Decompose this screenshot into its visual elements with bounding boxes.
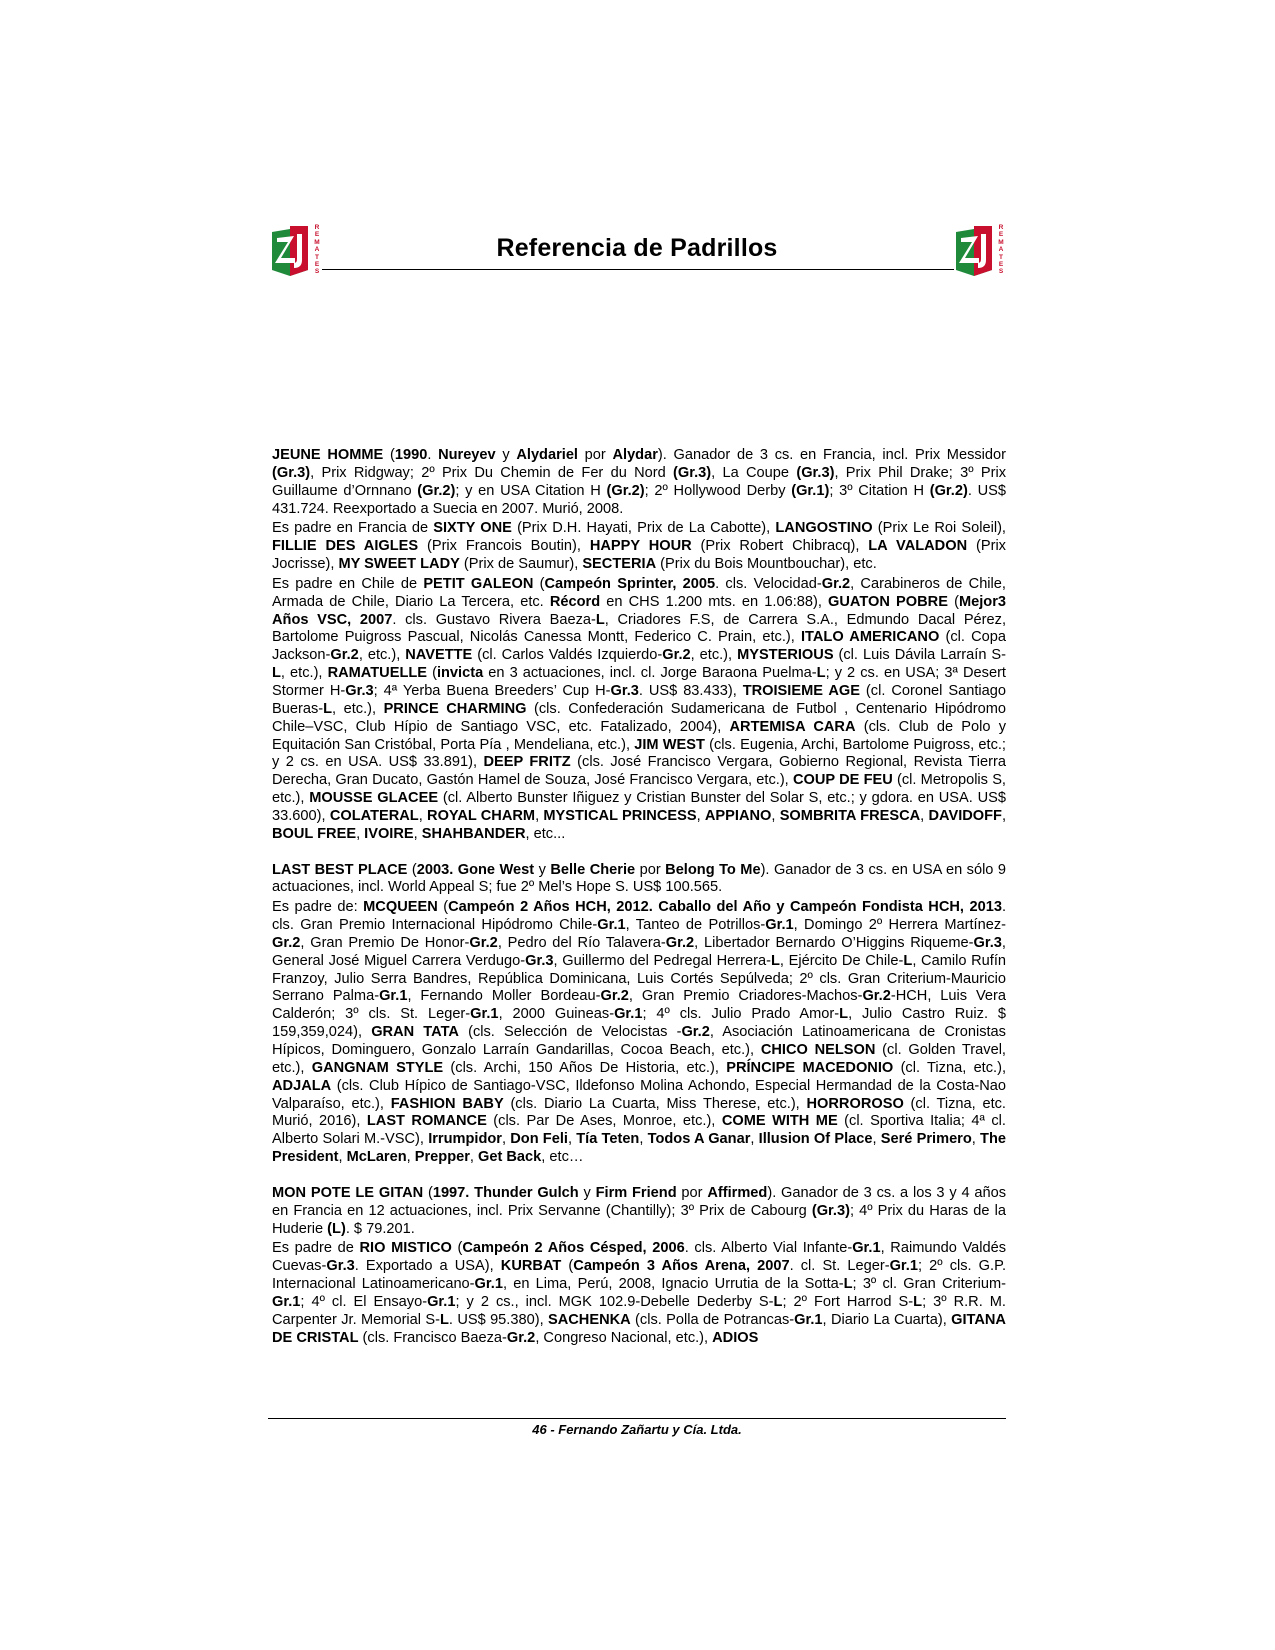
bold-text: L — [323, 700, 333, 717]
bold-text: COUP DE FEU — [792, 772, 893, 789]
bold-text: Gr.1 — [470, 1006, 499, 1023]
bold-text: Campeón Sprinter, 2005 — [544, 575, 716, 592]
bold-text: Campeón 2 Años HCH, 2012. Caballo del Año y Campeón Fondista HCH, 2013 — [448, 899, 1002, 916]
bold-text: L — [272, 665, 281, 682]
bold-text: L — [439, 1311, 449, 1328]
bold-text: Gr.2 — [821, 575, 851, 592]
bold-text: (Gr.2) — [417, 482, 456, 499]
bold-text: (Gr.3) — [272, 464, 311, 481]
bold-text: L — [770, 952, 780, 969]
bold-text: Seré Primero — [880, 1131, 972, 1148]
footer-divider — [268, 1418, 1006, 1419]
entry-paragraph: Es padre en Chile de PETIT GALEON (Campeón Sprinter, 2005. cls. Velocidad-Gr.2, Carabineros de Chile, Armada de Chile, Diario La Tercera, etc. Récord en CHS 1.200 mts. en 1.06:88), GUATON POBRE (Mejor3 Años VSC, 2007. cls. Gustavo Rivera Baeza-L, Criadores F.S, de Carrera S.A., Edmundo Dacal Pérez, Bartolome Puigross Pascual, Nicolás Canessa Montt, Federico C. Prain, etc.), ITALO AMERICANO (cl. Copa Jackson-Gr.2, etc.), NAVETTE (cl. Carlos Valdés Izquierdo-Gr.2, etc.), MYSTERIOUS (cl. Luis Dávila Larraín S-L, etc.), RAMATUELLE (invicta en 3 actuaciones, incl. cl. Jorge Baraona Puelma-L; y 2 cs. en USA; 3ª Desert Stormer H-Gr.3; 4ª Yerba Buena Breeders’ Cup H-Gr.3. US$ 83.433), TROISIEME AGE (cl. Coronel Santiago Bueras-L, etc.), PRINCE CHARMING (cls. Confederación Sudamericana de Futbol , Centenario Hipódromo Chile–VSC, Club Hípio de Santiago VSC, etc. Fatalizado, 2004), ARTEMISA CARA (cls. Club de Polo y Equitación San Cristóbal, Porta Pía , Mendeliana, etc.), JIM WEST (cls. Eugenia, Archi, Bartolome Puigross, etc.; y 2 cs. en USA. US$ 33.891), DEEP FRITZ (cls. José Francisco Vergara, Gobierno Regional, Revista Tierra Derecha, Gran Ducato, Gastón Hamel de Souza, José Francisco Vergara, etc.), COUP DE FEU (cl. Metropolis S, etc.), MOUSSE GLACEE (cl. Alberto Bunster Iñiguez y Cristian Bunster del Solar S, etc.; y gdora. en USA. US$ 33.600), COLATERAL, ROYAL CHARM, MYSTICAL PRINCESS, APPIANO, SOMBRITA FRESCA, DAVIDOFF, BOUL FREE, IVOIRE, SHAHBANDER, etc... — [272, 575, 1007, 842]
bold-text: Gr.3 — [525, 952, 554, 969]
bold-text: Illusion Of Place — [758, 1131, 873, 1148]
bold-text: SACHENKA — [547, 1311, 631, 1328]
bold-text: L — [816, 665, 826, 682]
entry-paragraph: Es padre de: MCQUEEN (Campeón 2 Años HCH, 2012. Caballo del Año y Campeón Fondista HCH, 2013. cls. Gran Premio Internacional Hipódromo Chile-Gr.1, Tanteo de Potrillos-Gr.1, Domingo 2º Herrera Martínez-Gr.2, Gran Premio De Honor-Gr.2, Pedro del Río Talavera-Gr.2, Libertador Bernardo O’Higgins Riqueme-Gr.3, General José Miguel Carrera Verdugo-Gr.3, Guillermo del Pedregal Herrera-L, Ejército De Chile-L, Camilo Rufín Franzoy, Julio Serra Bandres, República Dominicana, Luis Cortés Sepúlveda; 2º cls. Gran Criterium-Mauricio Serrano Palma-Gr.1, Fernando Moller Bordeau-Gr.2, Gran Premio Criadores-Machos-Gr.2-HCH, Luis Vera Calderón; 3º cls. St. Leger-Gr.1, 2000 Guineas-Gr.1; 4º cls. Julio Prado Amor-L, Julio Castro Ruiz. $ 159,359,024), GRAN TATA (cls. Selección de Velocistas -Gr.2, Asociación Latinoamericana de Cronistas Hípicos, Dominguero, Gonzalo Larraín Gandarillas, Cocoa Beach, etc.), CHICO NELSON (cl. Golden Travel, etc.), GANGNAM STYLE (cls. Archi, 150 Años De Historia, etc.), PRÍNCIPE MACEDONIO (cl. Tizna, etc.), ADJALA (cls. Club Hípico de Santiago-VSC, Ildefonso Molina Achondo, Especial Hermandad de la Costa-Nao Valparaíso, etc.), FASHION BABY (cls. Diario La Cuarta, Miss Therese, etc.), HORROROSO (cl. Tizna, etc. Murió, 2016), LAST ROMANCE (cls. Par De Ases, Monroe, etc.), COME WITH ME (cl. Sportiva Italia; 4ª cl. Alberto Solari M.-VSC), Irrumpidor, Don Feli, Tía Teten, Todos A Ganar, Illusion Of Place, Seré Primero, The President, McLaren, Prepper, Get Back, etc… — [272, 899, 1007, 1166]
company-logo — [268, 222, 322, 278]
bold-text: APPIANO — [704, 807, 772, 824]
bold-text: LAST BEST PLACE — [272, 861, 408, 878]
bold-text: KURBAT — [500, 1258, 562, 1275]
bold-text: SECTERIA — [582, 556, 657, 573]
bold-text: Gr.1 — [474, 1276, 503, 1293]
bold-text: RAMATUELLE — [327, 665, 428, 682]
page-header — [268, 222, 1006, 278]
bold-text: (L) — [327, 1220, 346, 1237]
bold-text: FASHION BABY — [390, 1095, 504, 1112]
bold-text: COME WITH ME — [721, 1113, 838, 1130]
bold-text: Belong To Me — [665, 861, 761, 878]
bold-text: Gr.3 — [326, 1258, 355, 1275]
bold-text: Récord — [549, 593, 601, 610]
bold-text: L — [839, 1006, 849, 1023]
bold-text: Campeón 2 Años Césped, 2006 — [462, 1240, 685, 1257]
bold-text: GITANA DE CRISTAL — [272, 1311, 1006, 1346]
bold-text: L — [595, 611, 605, 628]
bold-text: MYSTICAL PRINCESS — [543, 807, 697, 824]
stallion-entry — [272, 447, 1006, 844]
bold-text: (Gr.2) — [929, 482, 968, 499]
bold-text: MCQUEEN — [363, 899, 438, 916]
company-logo-right — [952, 222, 1006, 278]
bold-text: JEUNE HOMME — [272, 447, 384, 463]
bold-text: JIM WEST — [634, 736, 705, 753]
bold-text: Gr.2 — [862, 988, 891, 1005]
bold-text: The President — [272, 1131, 1006, 1166]
bold-text: ARTEMISA CARA — [729, 718, 856, 735]
entry-paragraph: JEUNE HOMME (1990. Nureyev y Alydariel por Alydar). Ganador de 3 cs. en Francia, incl. Prix Messidor (Gr.3), Prix Ridgway; 2º Prix Du Chemin de Fer du Nord (Gr.3), La Coupe (Gr.3), Prix Phil Drake; 3º Prix Guillaume d’Ornnano (Gr.2); y en USA Citation H (Gr.2); 2º Hollywood Derby (Gr.1); 3º Citation H (Gr.2). US$ 431.724. Reexportado a Suecia en 2007. Murió, 2008. — [272, 447, 1007, 517]
page-footer: 46 - Fernando Zañartu y Cía. Ltda. — [532, 1422, 742, 1437]
bold-text: Nureyev — [438, 447, 496, 463]
bold-text: Gr.2 — [330, 647, 359, 664]
bold-text: Todos A Ganar — [647, 1131, 751, 1148]
bold-text: invicta — [436, 665, 484, 682]
bold-text: Gr.2 — [506, 1329, 536, 1346]
bold-text: L — [913, 1293, 923, 1310]
bold-text: BOUL FREE — [272, 825, 357, 842]
bold-text: SIXTY ONE — [433, 520, 512, 537]
bold-text: Belle Cherie — [550, 861, 636, 878]
bold-text: HAPPY HOUR — [589, 538, 692, 555]
bold-text: Gr.1 — [427, 1293, 456, 1310]
header-divider — [322, 269, 954, 270]
entry-paragraph: MON POTE LE GITAN (1997. Thunder Gulch y Firm Friend por Affirmed). Ganador de 3 cs. a los 3 y 4 años en Francia en 12 actuaciones, incl. Prix Servanne (Chantilly); 3º Prix de Cabourg (Gr.3); 4º Prix du Haras de la Huderie (L). $ 79.201. — [272, 1184, 1007, 1237]
logo-side-text: R E M A T E S — [998, 224, 1004, 276]
bold-text: SOMBRITA FRESCA — [779, 807, 921, 824]
bold-text: HORROROSO — [806, 1095, 904, 1112]
bold-text: CHICO NELSON — [760, 1042, 876, 1058]
bold-text: Affirmed — [707, 1184, 768, 1201]
bold-text: Gr.3 — [973, 934, 1002, 951]
bold-text: Gr.1 — [794, 1311, 823, 1328]
bold-text: DAVIDOFF — [928, 807, 1002, 824]
bold-text: Prepper — [414, 1149, 470, 1166]
bold-text: DEEP FRITZ — [483, 754, 571, 771]
bold-text: GANGNAM STYLE — [311, 1059, 444, 1076]
bold-text: Campeón 3 Años Arena, 2007 — [573, 1258, 790, 1275]
bold-text: PRINCE CHARMING — [383, 700, 527, 717]
bold-text: GUATON POBRE — [828, 593, 948, 610]
bold-text: Gr.1 — [852, 1240, 881, 1257]
page-title: Referencia de Padrillos — [496, 234, 778, 262]
bold-text: Gr.3 — [345, 682, 374, 699]
bold-text: ITALO AMERICANO — [800, 629, 940, 646]
bold-text: Irrumpidor — [428, 1131, 502, 1148]
bold-text: MYSTERIOUS — [737, 647, 834, 664]
bold-text: ADIOS — [712, 1329, 759, 1346]
bold-text: NAVETTE — [405, 647, 473, 664]
bold-text: LANGOSTINO — [775, 520, 873, 537]
bold-text: RIO MISTICO — [359, 1240, 452, 1257]
bold-text: L — [843, 1276, 853, 1293]
bold-text: MON POTE LE GITAN — [272, 1184, 424, 1201]
bold-text: Don Feli — [510, 1131, 568, 1148]
bold-text: McLaren — [346, 1149, 407, 1166]
bold-text: 2003. Gone West — [416, 861, 535, 878]
bold-text: Tía Teten — [576, 1131, 640, 1148]
bold-text: Mejor3 Años VSC, 2007 — [272, 593, 1006, 628]
bold-text: Gr.2 — [681, 1024, 710, 1041]
bold-text: L — [903, 952, 913, 969]
bold-text: FILLIE DES AIGLES — [272, 538, 419, 555]
bold-text: LAST ROMANCE — [366, 1113, 487, 1130]
bold-text: Gr.1 — [614, 1006, 643, 1023]
bold-text: PETIT GALEON — [423, 575, 534, 592]
logo-emblem-icon — [268, 222, 312, 278]
bold-text: Gr.1 — [272, 1293, 301, 1310]
bold-text: Gr.1 — [597, 917, 626, 934]
bold-text: (Gr.1) — [791, 482, 830, 499]
bold-text: SHAHBANDER — [421, 825, 526, 842]
bold-text: COLATERAL — [329, 807, 419, 824]
bold-text: GRAN TATA — [371, 1024, 459, 1041]
bold-text: Firm Friend — [595, 1184, 677, 1201]
bold-text: (Gr.3) — [673, 464, 712, 481]
bold-text: Gr.2 — [665, 934, 695, 951]
bold-text: Gr.2 — [662, 647, 691, 664]
logo-emblem-icon — [952, 222, 996, 278]
bold-text: ADJALA — [272, 1077, 332, 1094]
bold-text: TROISIEME AGE — [742, 682, 860, 699]
bold-text: (Gr.3) — [811, 1202, 850, 1219]
bold-text: ROYAL CHARM — [427, 807, 536, 824]
bold-text: Alydar — [612, 447, 658, 463]
bold-text: 1990 — [394, 447, 428, 463]
bold-text: Gr.1 — [765, 917, 794, 934]
logo-side-text: R E M A T E S — [314, 224, 320, 276]
bold-text: MY SWEET LADY — [338, 556, 460, 573]
bold-text: Gr.2 — [272, 934, 301, 951]
bold-text: Gr.1 — [379, 988, 408, 1005]
bold-text: Gr.3 — [610, 682, 639, 699]
bold-text: IVOIRE — [364, 825, 414, 842]
bold-text: Alydariel — [516, 447, 578, 463]
bold-text: PRÍNCIPE MACEDONIO — [726, 1059, 894, 1076]
bold-text: (Gr.3) — [796, 464, 835, 481]
bold-text: L — [773, 1293, 783, 1310]
entry-paragraph: Es padre de RIO MISTICO (Campeón 2 Años Césped, 2006. cls. Alberto Vial Infante-Gr.1, Raimundo Valdés Cuevas-Gr.3. Exportado a USA), KURBAT (Campeón 3 Años Arena, 2007. cl. St. Leger-Gr.1; 2º cls. G.P. Internacional Latinoamericano-Gr.1, en Lima, Perú, 2008, Ignacio Urrutia de la Sotta-L; 3º cl. Gran Criterium-Gr.1; 4º cl. El Ensayo-Gr.1; y 2 cs., incl. MGK 102.9-Debelle Dederby S-L; 2º Fort Harrod S-L; 3º R.R. M. Carpenter Jr. Memorial S-L. US$ 95.380), SACHENKA (cls. Polla de Potrancas-Gr.1, Diario La Cuarta), GITANA DE CRISTAL (cls. Francisco Baeza-Gr.2, Congreso Nacional, etc.), ADIOS — [272, 1240, 1006, 1346]
stallion-entry — [272, 862, 1006, 1167]
entry-paragraph: Es padre en Francia de SIXTY ONE (Prix D.H. Hayati, Prix de La Cabotte), LANGOSTINO (Prix Le Roi Soleil), FILLIE DES AIGLES (Prix Francois Boutin), HAPPY HOUR (Prix Robert Chibracq), LA VALADON (Prix Jocrisse), MY SWEET LADY (Prix de Saumur), SECTERIA (Prix du Bois Mountbouchar), etc. — [272, 520, 1006, 573]
bold-text: LA VALADON — [868, 538, 968, 555]
stallion-entry — [272, 1185, 1006, 1348]
bold-text: Gr.2 — [469, 934, 498, 951]
bold-text: MOUSSE GLACEE — [309, 790, 439, 807]
bold-text: Get Back — [478, 1149, 542, 1166]
bold-text: Gr.1 — [889, 1258, 918, 1275]
bold-text: 1997. Thunder Gulch — [432, 1184, 579, 1201]
bold-text: (Gr.2) — [606, 482, 645, 499]
bold-text: Gr.2 — [600, 988, 629, 1005]
entry-paragraph: LAST BEST PLACE (2003. Gone West y Belle Cherie por Belong To Me). Ganador de 3 cs. en USA en sólo 9 actuaciones, incl. World Appeal S; fue 2º Mel’s Hope S. US$ 100.565. — [272, 861, 1007, 896]
stallion-reference-list — [272, 447, 1006, 1350]
